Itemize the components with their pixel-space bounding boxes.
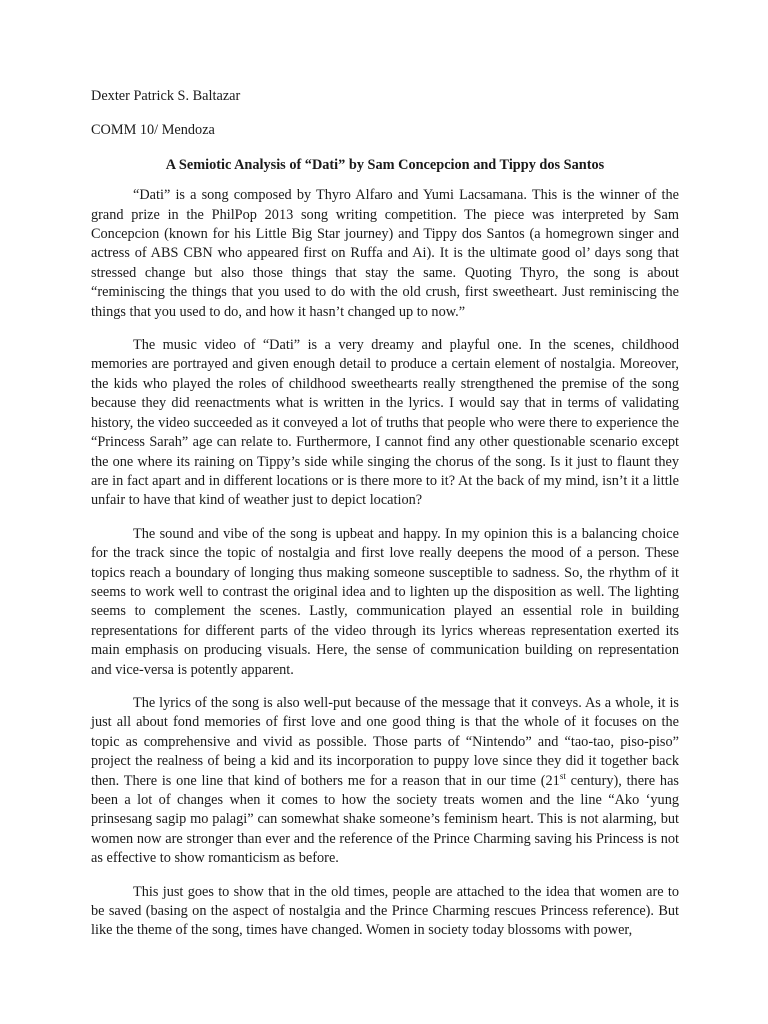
paragraph-5: This just goes to show that in the old times, people are attached to the idea that women are to be saved (basing on the aspect of nostalgia and the Prince Charming rescues Princess reference). But like the theme of the song, times have changed. Women in society today blossoms with power,: [91, 883, 679, 939]
paragraph-4-part-1: The lyrics of the song is also well-put because of the message that it conveys. As a whole, it is just all about fond memories of first love and one good thing is that the whole of it focuses on the topic as comprehensive and vivid as possible. Those parts of “Nintendo” and “tao-tao, piso-piso” project the realness of being a kid and its incorporation to puppy love since they did it together back then. There is one line that kind of bothers me for a reason that in our time (21: [91, 694, 679, 789]
paragraph-1: “Dati” is a song composed by Thyro Alfaro and Yumi Lacsamana. This is the winner of the grand prize in the PhilPop 2013 song writing competition. The piece was interpreted by Sam Concepcion (known for his Little Big Star journey) and Tippy dos Santos (a homegrown singer and actress of ABS CBN who appeared first on Ruffa and Ai). It is the ultimate good ol’ days song that stressed change but also those things that stay the same. Quoting Thyro, the song is about “reminiscing the things that you used to do with the old crush, first sweetheart. Just reminiscing the things that you used to do, and how it hasn’t changed up to now.”: [91, 187, 679, 320]
essay-title: A Semiotic Analysis of “Dati” by Sam Concepcion and Tippy dos Santos: [165, 156, 605, 173]
paragraph-4-part-2: century), there has been a lot of changes when it comes to how the society treats women and the line “Ako ‘yung prinsesang sagip mo palagi” can somewhat shake someone’s feminism heart. This is not alarming, but women now are stronger than ever and the reference of the Prince Charming saving his Princess is not as effective to show romanticism as before.: [91, 772, 679, 867]
paragraph-2: The music video of “Dati” is a very dreamy and playful one. In the scenes, childhood memories are portrayed and given enough detail to produce a certain element of nostalgia. Moreover, the kids who played the roles of childhood sweethearts really strengthened the premise of the song because they did reenactments what is written in the lyrics. I would say that in terms of validating history, the video succeeded as it conveyed a lot of truths that people who were there to experience the “Princess Sarah” age can relate to. Furthermore, I cannot find any other questionable scenario except the one where its raining on Tippy’s side while singing the chorus of the song. Is it just to flaunt they are in fact apart and in different locations or is there more to it? At the back of my mind, isn’t it a little unfair to have that kind of weather just to depict location?: [91, 337, 679, 509]
paragraph-4: [91, 694, 679, 869]
author-name: Dexter Patrick S. Baltazar: [91, 88, 241, 104]
course-line: COMM 10/ Mendoza: [91, 122, 215, 139]
ordinal-superscript: st: [559, 770, 566, 781]
paragraph-3: The sound and vibe of the song is upbeat and happy. In my opinion this is a balancing choice for the track since the topic of nostalgia and first love really deepens the mood of a person. These topics reach a boundary of longing thus making someone susceptible to sadness. So, the rhythm of it seems to work well to contrast the original idea and to lighten up the disposition as well. The lighting seems to complement the scenes. Lastly, communication played an essential role in building representations for different parts of the video through its lyrics whereas representation exerted its main emphasis on producing visuals. Here, the sense of communication building on representation and vice-versa is potently apparent.: [91, 525, 679, 678]
